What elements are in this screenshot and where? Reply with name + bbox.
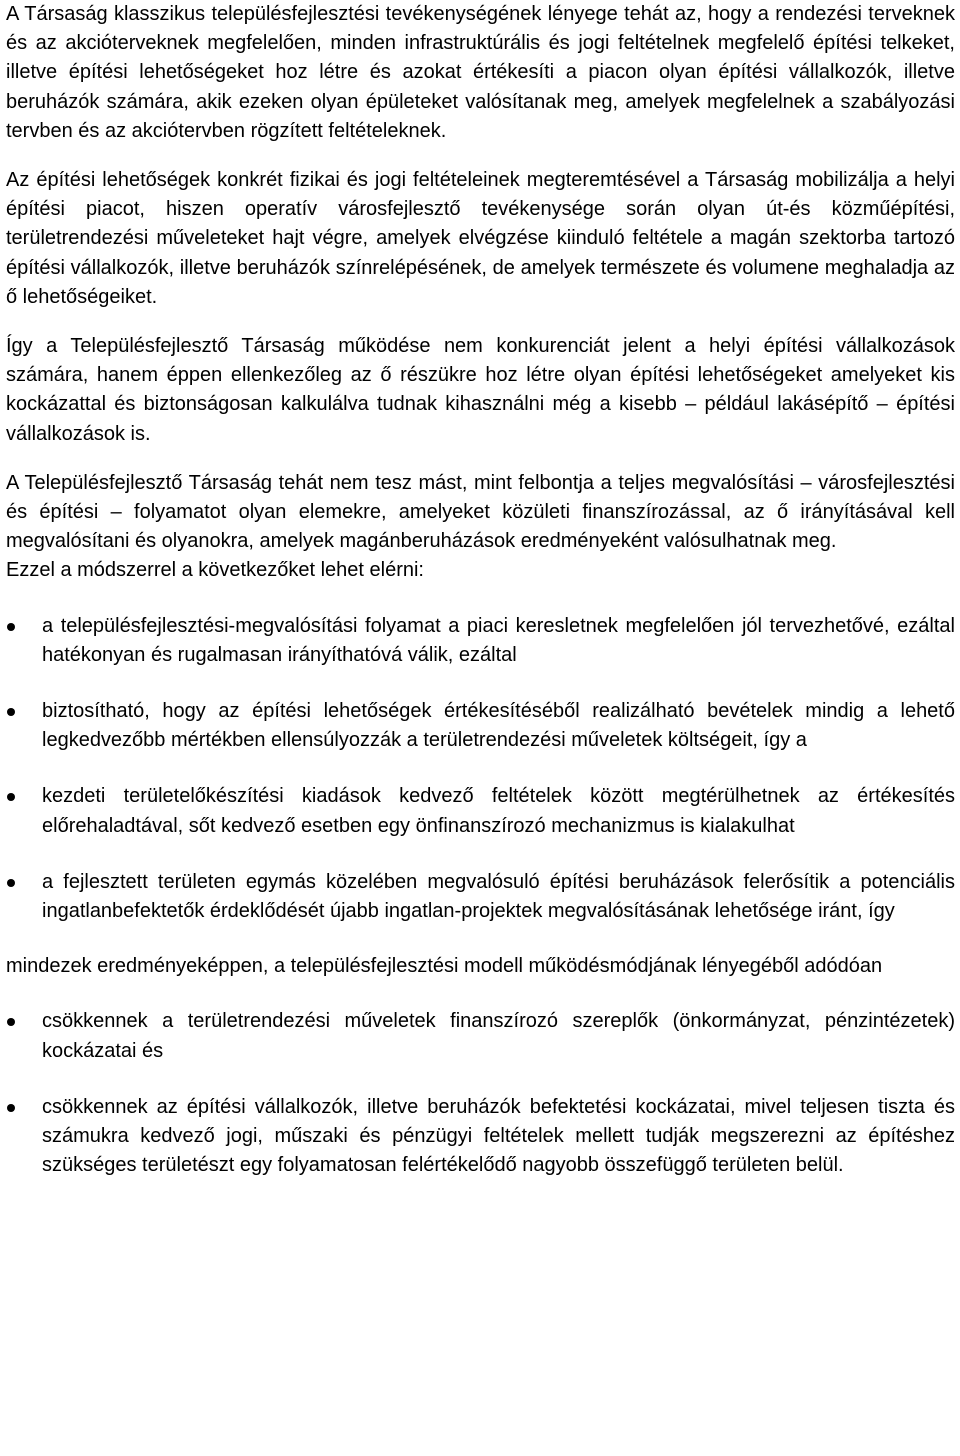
bullet-icon <box>7 1018 15 1026</box>
bullet-icon <box>7 623 15 631</box>
list-item <box>6 1007 955 1065</box>
list-item-text: a településfejlesztési-megvalósítási folyamat a piaci keresletnek megfelelően jól tervezhetővé, ezáltal hatékonyan és rugalmasan irányíthatóvá válik, ezáltal <box>42 614 955 666</box>
list-item-text: csökkennek az építési vállalkozók, illetve beruházók befektetési kockázatai, mivel teljesen tiszta és számukra kedvező jogi, műszaki és pénzügyi feltételek mellett tudják megszerezni az építéshez szükséges területészt egy folyamatosan felértékelődő nagyobb összefüggő területen belül. <box>42 1095 955 1177</box>
paragraph-1: A Társaság klasszikus településfejlesztési tevékenységének lényege tehát az, hogy a rendezési terveknek és az akcióterveknek megfelelően, minden infrastruktúrális és jogi feltételnek megfelelő építési telkeket, illetve építési lehetőségeket hoz létre és azokat értékesíti a piacon olyan építési vállalkozók, illetve beruházók számára, akik ezeken olyan épületeket valósítanak meg, amelyek megfelelnek a szabályozási tervben és az akciótervben rögzített feltételeknek. <box>6 3 955 142</box>
list-item <box>6 868 955 926</box>
list-item <box>6 697 955 755</box>
list-item-text: a fejlesztett területen egymás közelében megvalósuló építési beruházások felerősítik a potenciális ingatlanbefektetők érdeklődését újabb ingatlan-projektek megvalósításának lehetősége iránt, így <box>42 870 955 923</box>
paragraph-3: Így a Településfejlesztő Társaság működése nem konkurenciát jelent a helyi építési vállalkozások számára, hanem éppen ellenkezőleg az ő részükre hoz létre olyan építési lehetőségeket amelyeket kis kockázattal és biztonságosan kalkulálva tudnak kihasználni még a kisebb – például lakásépítő – építési vállalkozások is. <box>6 335 955 445</box>
list-item-text: kezdeti területelőkészítési kiadások kedvező feltételek között megtérülhetnek az értékesítés előrehaladtával, sőt kedvező esetben egy önfinanszírozó mechanizmus is kialakulhat <box>42 785 955 837</box>
paragraph-6: mindezek eredményeképpen, a településfejlesztési modell működésmódjának lényegéből adódóan <box>6 955 883 978</box>
list-item <box>6 612 955 670</box>
bullet-list-2 <box>6 1007 955 1180</box>
list-item-text: biztosítható, hogy az építési lehetőségek értékesítéséből realizálható bevételek mindig a lehető legkedvezőbb mértékben ellensúlyozzák a területrendezési műveletek költségeit, így a <box>42 700 955 752</box>
list-item-text: csökkennek a területrendezési műveletek finanszírozó szereplők (önkormányzat, pénzintézetek) kockázatai és <box>42 1010 955 1062</box>
list-item <box>6 1093 955 1181</box>
bullet-icon <box>7 879 15 887</box>
bullet-icon <box>7 793 15 801</box>
list-item <box>6 782 955 840</box>
paragraph-4: A Településfejlesztő Társaság tehát nem tesz mást, mint felbontja a teljes megvalósítási – városfejlesztési és építési – folyamatot olyan elemekre, amelyeket közületi finanszírozással, az ő irányításával kell megvalósítani és olyanokra, amelyek magánberuházások eredményeként valósulhatnak meg. <box>6 471 955 553</box>
bullet-icon <box>7 1104 15 1112</box>
paragraph-2: Az építési lehetőségek konkrét fizikai és jogi feltételeinek megteremtésével a Társaság mobilizálja a helyi építési piacot, hiszen operatív városfejlesztő tevékenysége során olyan út-és közműépítési, területrendezési műveleteket hajt végre, amelyek elvégzése kiinduló feltétele a magán szektorba tartozó építési vállalkozók, illetve beruházók színrelépésének, de amelyek természete és volumene meghaladja az ő lehetőségeiket. <box>6 169 955 308</box>
bullet-icon <box>7 708 15 716</box>
bullet-list-1 <box>6 612 955 927</box>
document-page <box>6 0 955 1181</box>
paragraph-5: Ezzel a módszerrel a következőket lehet elérni: <box>6 559 424 582</box>
